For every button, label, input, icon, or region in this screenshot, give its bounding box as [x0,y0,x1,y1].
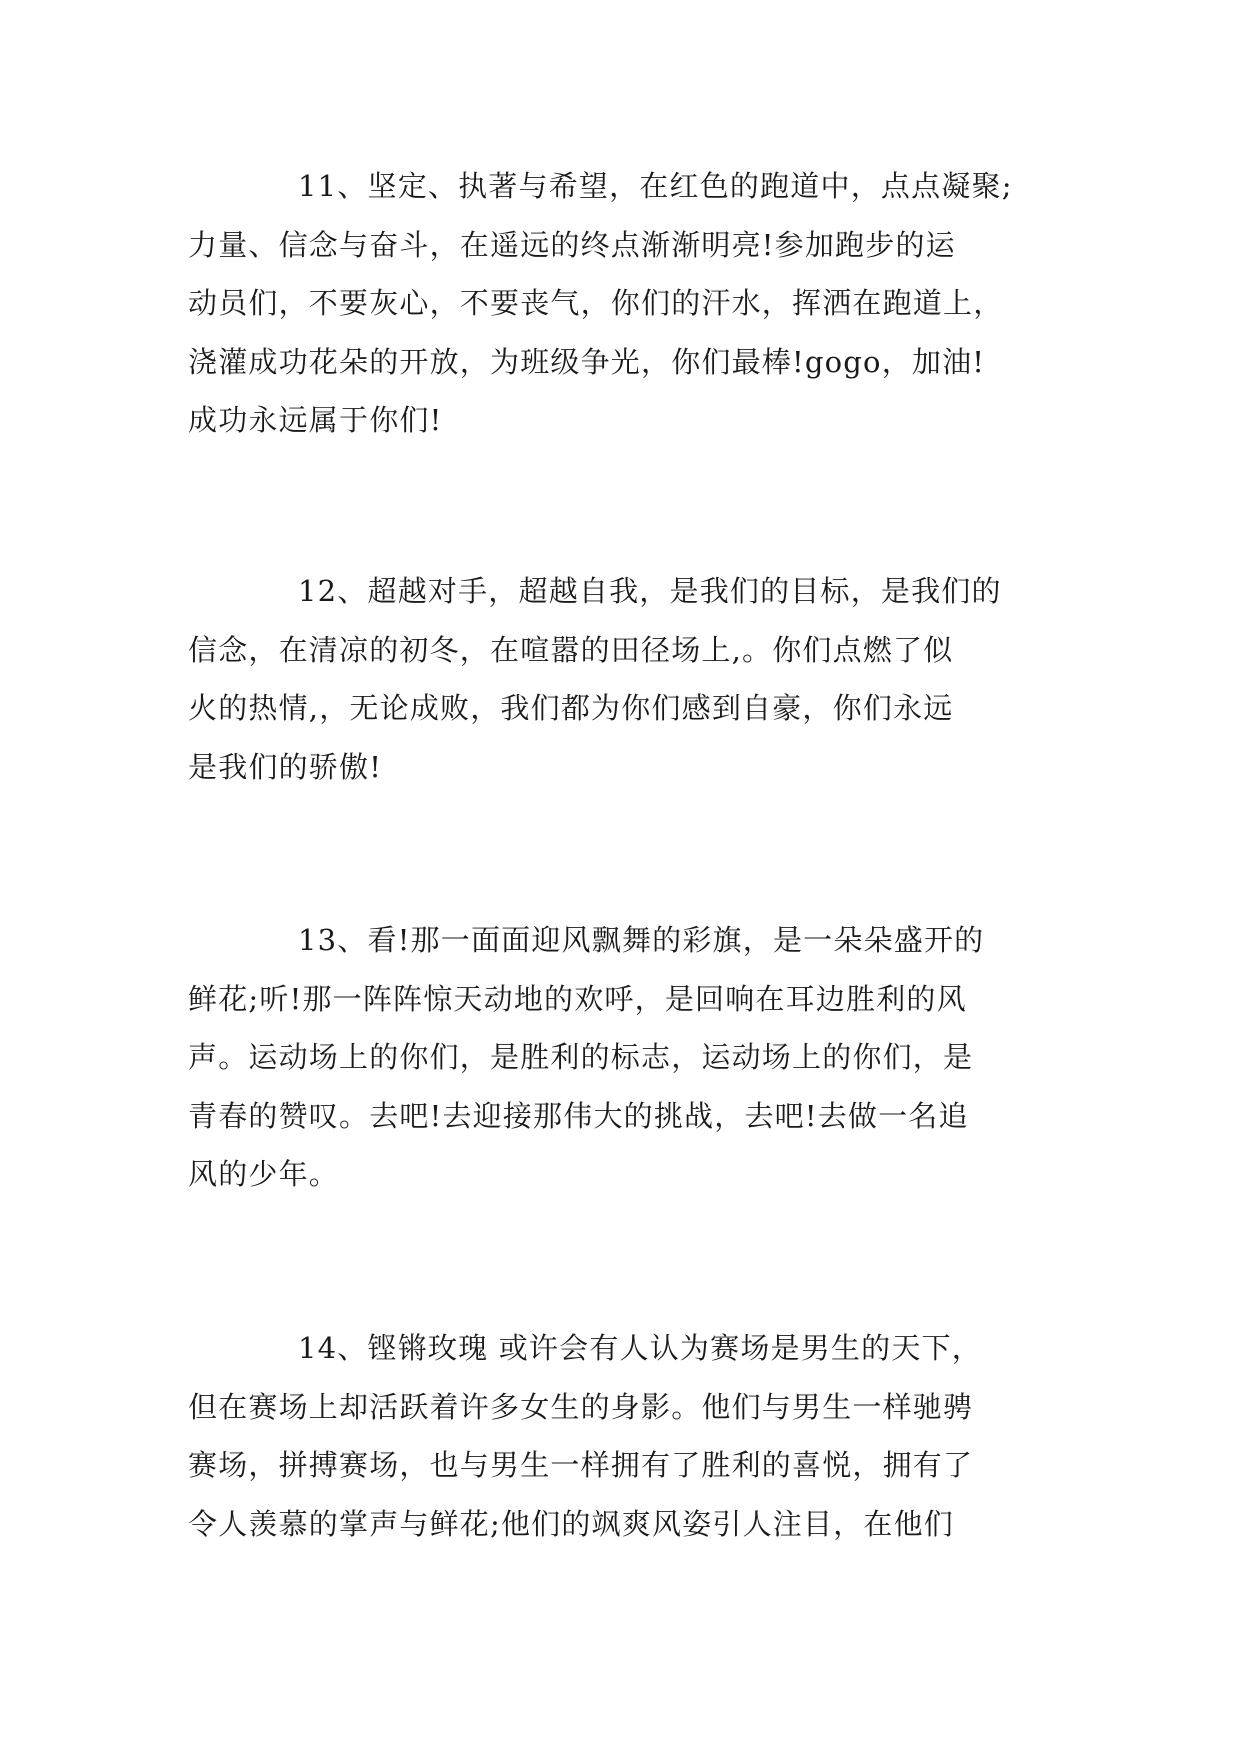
paragraph-line: 11、坚定、执著与希望，在红色的跑道中，点点凝聚; [298,169,1013,203]
paragraph-line: 是我们的骄傲! [188,749,383,784]
paragraph-14 [188,1319,1058,1553]
paragraph-line: 火的热情,，无论成败，我们都为你们感到自豪，你们永远 [188,691,954,725]
paragraph-line: 鲜花;听!那一阵阵惊天动地的欢呼，是回响在耳边胜利的风 [188,981,967,1016]
paragraph-13 [188,911,1058,1204]
paragraph-line: 风的少年。 [188,1157,340,1191]
paragraph-line: 12、超越对手，超越自我，是我们的目标，是我们的 [298,574,1002,608]
paragraph-12 [188,562,1058,796]
paragraph-line: 赛场，拼搏赛场，也与男生一样拥有了胜利的喜悦，拥有了 [188,1448,974,1482]
paragraph-line: 青春的赞叹。去吧!去迎接那伟大的挑战，去吧!去做一名追 [188,1098,969,1133]
paragraph-line: 力量、信念与奋斗，在遥远的终点渐渐明亮!参加跑步的运 [188,227,956,262]
paragraph-line: 动员们，不要灰心，不要丧气，你们的汗水，挥洒在跑道上， [188,286,1004,320]
paragraph-line: 但在赛场上却活跃着许多女生的身影。他们与男生一样驰骋 [188,1389,974,1424]
paragraph-line: 成功永远属于你们! [188,403,443,437]
paragraph-line: 14、铿锵玫瑰 或许会有人认为赛场是男生的天下， [298,1331,982,1365]
paragraph-line: 浇灌成功花朵的开放，为班级争光，你们最棒!gogo，加油! [188,344,986,379]
paragraph-line: 信念，在清凉的初冬，在喧嚣的田径场上,。你们点燃了似 [188,632,954,667]
paragraph-line: 声。运动场上的你们，是胜利的标志，运动场上的你们，是 [188,1040,974,1074]
paragraph-11 [188,157,1058,450]
paragraph-line: 令人羡慕的掌声与鲜花;他们的飒爽风姿引人注目，在他们 [188,1506,954,1541]
paragraph-line: 13、看!那一面面迎风飘舞的彩旗，是一朵朵盛开的 [298,923,985,957]
